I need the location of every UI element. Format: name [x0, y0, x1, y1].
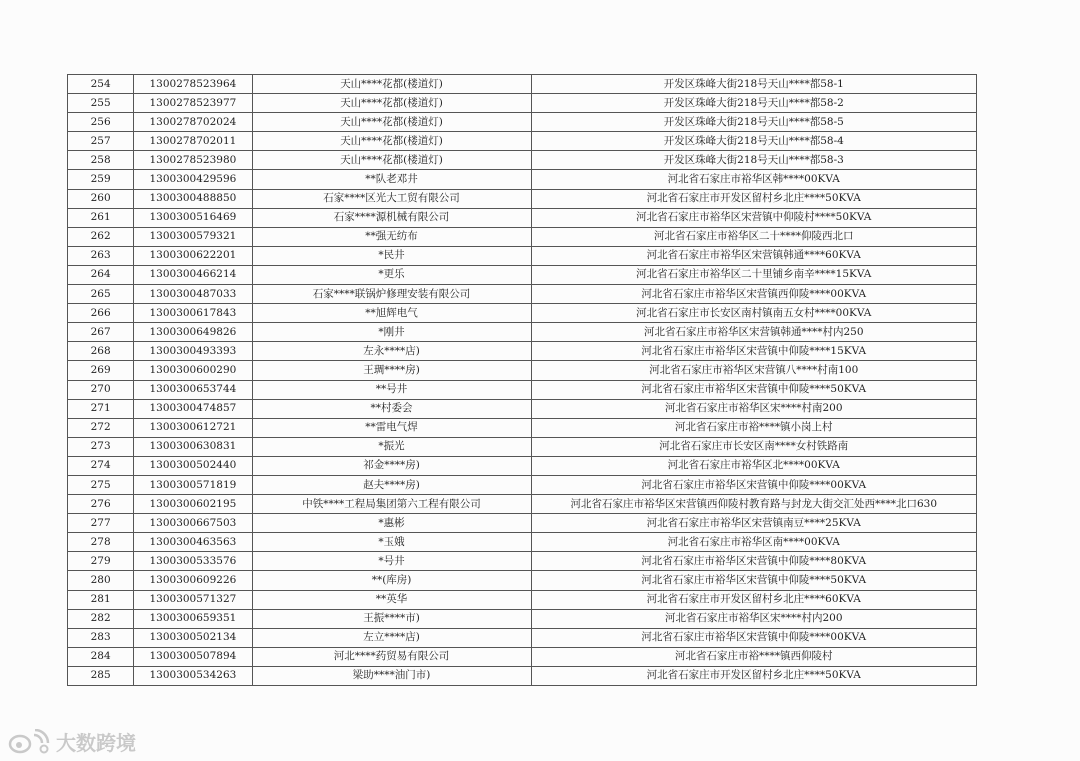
account-id-cell: 1300300600290 [134, 361, 252, 380]
row-number-cell: 277 [68, 514, 134, 533]
address-cell: 河北省石家庄市裕华区宋营镇西仰陵村教育路与封龙大街交汇处西****北口630 [531, 495, 977, 514]
customer-name-cell: 王振****市) [252, 609, 531, 628]
customer-name-cell: 天山****花都(楼道灯) [252, 151, 531, 170]
address-cell: 河北省石家庄市裕华区宋营镇西仰陵****00KVA [531, 285, 977, 304]
table-row [68, 113, 977, 132]
customer-name-cell: 石家****源机械有限公司 [252, 208, 531, 227]
customer-name-cell: 石家****联锅炉修理安装有限公司 [252, 285, 531, 304]
customer-name-cell: **旭辉电气 [252, 304, 531, 323]
row-number-cell: 281 [68, 590, 134, 609]
weibo-logo-icon [8, 729, 52, 755]
customer-name-cell: 左永****店) [252, 342, 531, 361]
table-row [68, 323, 977, 342]
address-cell: 河北省石家庄市开发区留村乡北庄****50KVA [531, 189, 977, 208]
row-number-cell: 272 [68, 418, 134, 437]
row-number-cell: 257 [68, 132, 134, 151]
table-row [68, 590, 977, 609]
row-number-cell: 254 [68, 75, 134, 94]
address-cell: 河北省石家庄市裕华区宋营镇南豆****25KVA [531, 514, 977, 533]
account-id-cell: 1300300609226 [134, 571, 252, 590]
address-cell: 河北省石家庄市裕华区宋营镇中仰陵****50KVA [531, 380, 977, 399]
address-cell: 河北省石家庄市开发区留村乡北庄****60KVA [531, 590, 977, 609]
row-number-cell: 283 [68, 628, 134, 647]
row-number-cell: 282 [68, 609, 134, 628]
account-id-cell: 1300300463563 [134, 533, 252, 552]
row-number-cell: 256 [68, 113, 134, 132]
account-id-cell: 1300300516469 [134, 208, 252, 227]
table-row [68, 456, 977, 475]
row-number-cell: 267 [68, 323, 134, 342]
row-number-cell: 279 [68, 552, 134, 571]
row-number-cell: 259 [68, 170, 134, 189]
account-id-cell: 1300300502134 [134, 628, 252, 647]
address-cell: 河北省石家庄市裕华区宋营镇中仰陵****50KVA [531, 571, 977, 590]
customer-name-cell: 天山****花都(楼道灯) [252, 94, 531, 113]
account-id-cell: 1300300659351 [134, 609, 252, 628]
account-id-cell: 1300278523980 [134, 151, 252, 170]
table-row [68, 571, 977, 590]
table-row [68, 265, 977, 284]
customer-name-cell: **(库房) [252, 571, 531, 590]
address-cell: 河北省石家庄市裕****镇西仰陵村 [531, 647, 977, 666]
table-row [68, 495, 977, 514]
address-cell: 河北省石家庄市开发区留村乡北庄****50KVA [531, 666, 977, 685]
customer-name-cell: 河北****药贸易有限公司 [252, 647, 531, 666]
table-row [68, 170, 977, 189]
address-cell: 开发区珠峰大街218号天山****都58-1 [531, 75, 977, 94]
table-body [68, 75, 977, 686]
address-cell: 河北省石家庄市裕华区宋****村内200 [531, 609, 977, 628]
address-cell: 河北省石家庄市裕华区宋营镇中仰陵****15KVA [531, 342, 977, 361]
account-id-cell: 1300300502440 [134, 456, 252, 475]
row-number-cell: 278 [68, 533, 134, 552]
account-id-cell: 1300300571327 [134, 590, 252, 609]
customer-name-cell: *更乐 [252, 265, 531, 284]
address-cell: 河北省石家庄市裕华区宋营镇中仰陵****00KVA [531, 475, 977, 494]
account-id-cell: 1300278523964 [134, 75, 252, 94]
address-cell: 河北省石家庄市裕华区北****00KVA [531, 456, 977, 475]
customer-name-cell: *号井 [252, 552, 531, 571]
customer-name-cell: 天山****花都(楼道灯) [252, 75, 531, 94]
row-number-cell: 275 [68, 475, 134, 494]
address-cell: 开发区珠峰大街218号天山****都58-3 [531, 151, 977, 170]
table-row [68, 437, 977, 456]
account-id-cell: 1300300667503 [134, 514, 252, 533]
address-cell: 河北省石家庄市裕华区二十****仰陵西北口 [531, 227, 977, 246]
account-id-cell: 1300300630831 [134, 437, 252, 456]
table-row [68, 285, 977, 304]
row-number-cell: 276 [68, 495, 134, 514]
table-row [68, 533, 977, 552]
table-row [68, 246, 977, 265]
address-cell: 河北省石家庄市裕****镇小岗上村 [531, 418, 977, 437]
customer-name-cell: *民井 [252, 246, 531, 265]
customer-name-cell: 王琱****房) [252, 361, 531, 380]
address-cell: 河北省石家庄市裕华区南****00KVA [531, 533, 977, 552]
table-row [68, 418, 977, 437]
table-row [68, 399, 977, 418]
address-cell: 开发区珠峰大街218号天山****都58-4 [531, 132, 977, 151]
table-row [68, 647, 977, 666]
customer-name-cell: 石家****区光大工贸有限公司 [252, 189, 531, 208]
customer-name-cell: **雷电气焊 [252, 418, 531, 437]
account-id-cell: 1300300534263 [134, 666, 252, 685]
account-id-cell: 1300278523977 [134, 94, 252, 113]
account-id-cell: 1300300571819 [134, 475, 252, 494]
row-number-cell: 265 [68, 285, 134, 304]
address-cell: 河北省石家庄市裕华区宋营镇中仰陵****00KVA [531, 628, 977, 647]
address-cell: 河北省石家庄市裕华区韩****00KVA [531, 170, 977, 189]
customer-name-cell: **强无纺布 [252, 227, 531, 246]
account-id-cell: 1300300649826 [134, 323, 252, 342]
table-row [68, 75, 977, 94]
account-id-cell: 1300300507894 [134, 647, 252, 666]
customer-name-cell: 天山****花都(楼道灯) [252, 132, 531, 151]
row-number-cell: 264 [68, 265, 134, 284]
address-cell: 河北省石家庄市裕华区宋****村南200 [531, 399, 977, 418]
address-cell: 河北省石家庄市裕华区二十里铺乡南辛****15KVA [531, 265, 977, 284]
row-number-cell: 271 [68, 399, 134, 418]
row-number-cell: 268 [68, 342, 134, 361]
address-cell: 河北省石家庄市长安区南村镇南五女村****00KVA [531, 304, 977, 323]
account-id-cell: 1300300533576 [134, 552, 252, 571]
account-id-cell: 1300300488850 [134, 189, 252, 208]
row-number-cell: 274 [68, 456, 134, 475]
customer-name-cell: 祁金****房) [252, 456, 531, 475]
row-number-cell: 273 [68, 437, 134, 456]
customer-name-cell: **号井 [252, 380, 531, 399]
customer-name-cell: 梁助****油门市) [252, 666, 531, 685]
customer-name-cell: **村委会 [252, 399, 531, 418]
account-id-cell: 1300278702011 [134, 132, 252, 151]
row-number-cell: 284 [68, 647, 134, 666]
address-cell: 河北省石家庄市裕华区宋营镇韩通****村内250 [531, 323, 977, 342]
address-cell: 河北省石家庄市裕华区宋营镇中仰陵****80KVA [531, 552, 977, 571]
table-row [68, 666, 977, 685]
table-row [68, 189, 977, 208]
table-row [68, 227, 977, 246]
table-row [68, 361, 977, 380]
table-row [68, 380, 977, 399]
customer-name-cell: 中铁****工程局集团第六工程有限公司 [252, 495, 531, 514]
customer-name-cell: 左立****店) [252, 628, 531, 647]
customer-name-cell: **英华 [252, 590, 531, 609]
customer-name-cell: 天山****花都(楼道灯) [252, 113, 531, 132]
address-cell: 河北省石家庄市裕华区宋营镇八****村南100 [531, 361, 977, 380]
customer-name-cell: *振光 [252, 437, 531, 456]
account-id-cell: 1300300493393 [134, 342, 252, 361]
account-id-cell: 1300300612721 [134, 418, 252, 437]
row-number-cell: 269 [68, 361, 134, 380]
table-row [68, 475, 977, 494]
address-cell: 河北省石家庄市裕华区宋营镇韩通****60KVA [531, 246, 977, 265]
table-row [68, 304, 977, 323]
address-cell: 开发区珠峰大街218号天山****都58-5 [531, 113, 977, 132]
table-row [68, 514, 977, 533]
row-number-cell: 261 [68, 208, 134, 227]
table-row [68, 132, 977, 151]
customer-table [67, 74, 977, 686]
customer-name-cell: *刚井 [252, 323, 531, 342]
row-number-cell: 285 [68, 666, 134, 685]
account-id-cell: 1300300487033 [134, 285, 252, 304]
row-number-cell: 258 [68, 151, 134, 170]
account-id-cell: 1300300617843 [134, 304, 252, 323]
account-id-cell: 1300300653744 [134, 380, 252, 399]
table-row [68, 609, 977, 628]
account-id-cell: 1300300474857 [134, 399, 252, 418]
account-id-cell: 1300300429596 [134, 170, 252, 189]
row-number-cell: 270 [68, 380, 134, 399]
address-cell: 河北省石家庄市裕华区宋营镇中仰陵村****50KVA [531, 208, 977, 227]
customer-name-cell: **队老邓井 [252, 170, 531, 189]
row-number-cell: 266 [68, 304, 134, 323]
table-row [68, 94, 977, 113]
row-number-cell: 280 [68, 571, 134, 590]
customer-name-cell: 赵夫****房) [252, 475, 531, 494]
table-row [68, 151, 977, 170]
table-row [68, 342, 977, 361]
account-id-cell: 1300278702024 [134, 113, 252, 132]
account-id-cell: 1300300602195 [134, 495, 252, 514]
customer-name-cell: *玉娥 [252, 533, 531, 552]
table-row [68, 552, 977, 571]
watermark-text: 大数跨境 [56, 731, 136, 755]
table-row [68, 208, 977, 227]
row-number-cell: 255 [68, 94, 134, 113]
row-number-cell: 260 [68, 189, 134, 208]
table-row [68, 628, 977, 647]
row-number-cell: 263 [68, 246, 134, 265]
address-cell: 河北省石家庄市长安区南****女村铁路南 [531, 437, 977, 456]
customer-name-cell: *惠彬 [252, 514, 531, 533]
watermark [8, 727, 136, 756]
row-number-cell: 262 [68, 227, 134, 246]
account-id-cell: 1300300579321 [134, 227, 252, 246]
address-cell: 开发区珠峰大街218号天山****都58-2 [531, 94, 977, 113]
account-id-cell: 1300300622201 [134, 246, 252, 265]
account-id-cell: 1300300466214 [134, 265, 252, 284]
